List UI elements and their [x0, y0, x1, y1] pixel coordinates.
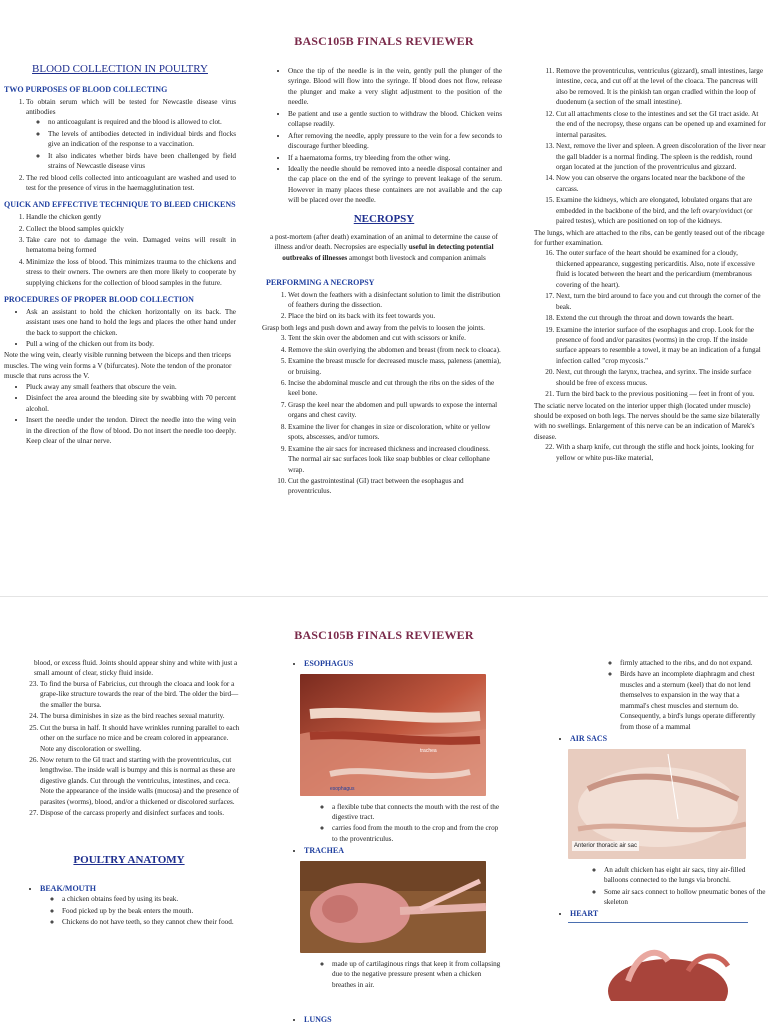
list-item: • BEAK/MOUTH ◦ a chicken obtains feed by using its beak. ◦ Food picked up by the beak enters the mouth. ◦ Chickens do not have teeth, so they cannot chew their food.: [40, 883, 240, 928]
section-title: POULTRY ANATOMY: [73, 853, 185, 866]
list-item: 23. To find the bursa of Fabricius, cut through the cloaca and look for a grape-like structure towards the rear of the bird. The older the bird—the smaller the bursa.: [40, 679, 240, 710]
anatomy-list: [18, 883, 240, 928]
list-item: ◦ Chickens do not have teeth, so they cannot chew their food.: [62, 917, 240, 927]
list-item: 21. Turn the bird back to the previous positioning — feet in front of you.: [556, 389, 766, 399]
list-item: 18. Extend the cut through the throat and down towards the heart.: [556, 313, 766, 323]
section-title: BLOOD COLLECTION IN POULTRY: [32, 63, 208, 75]
list-item: 1. Handle the chicken gently: [26, 212, 236, 222]
page-header: BASC105B FINALS REVIEWER: [294, 628, 474, 642]
page-divider: [0, 596, 768, 597]
list-item: 1. To obtain serum which will be tested for Newcastle disease virus antibodies ◦ no anticoagulant is required and the blood is allowed to clot. ◦ The levels of antibodies detected in individual birds and flocks give an indication of the response to a vaccination. ◦ It also indicates whether birds have been challenged by field strains of Newcastle disease virus: [26, 97, 236, 172]
list-item: 2. Place the bird on its back with its feet towards you.: [288, 311, 502, 321]
bleeding-list: [266, 66, 502, 206]
heart-image: [588, 941, 738, 1001]
list-item: 16. The outer surface of the heart should be examined for a cloudy, thickened appearance, suggesting pericarditis. Also, note if excessive fluid is located between the heart and the pericardium (membranous covering of the heart).: [556, 248, 766, 290]
purposes-list: [4, 97, 236, 194]
list-item: 27. Dispose of the carcass properly and disinfect surfaces and tools.: [40, 808, 240, 818]
list-item: 14. Now you can observe the organs located near the backbone of the carcass.: [556, 173, 766, 194]
list-item: 17. Next, turn the bird around to face you and cut through the corner of the beak.: [556, 291, 766, 312]
paragraph: blood, or excess fluid. Joints should appear shiny and white with just a small amount of clear, sticky fluid inside.: [34, 659, 238, 678]
column-2: [262, 66, 502, 498]
list-item: • AIR SACS: [570, 733, 766, 745]
list-item: 3. Tent the skin over the abdomen and cut with scissors or knife.: [288, 333, 502, 343]
list-item: • Once the tip of the needle is in the vein, gently pull the plunger of the syringe. Blood will flow into the syringe. If blood does not flow, release the plunger and make a very slight adjustment to the position of the needle.: [288, 66, 502, 108]
list-item: 20. Next, cut through the larynx, trachea, and syrinx. The inside surface should be free of excess mucus.: [556, 367, 766, 388]
list-item: • Ideally the needle should be removed into a needle disposal container and the cap place on the end of the syringe to prevent leakage of the serum. However in many places these containers are not available and the cap will be placed over the needle.: [288, 164, 502, 206]
air-sac-photo: [568, 749, 746, 859]
paragraph: Grasp both legs and push down and away from the pelvis to loosen the joints.: [262, 323, 485, 332]
list-item: 2. Collect the blood samples quickly: [26, 224, 236, 234]
list-item: 22. With a sharp knife, cut through the stifle and hock joints, looking for yellow or white pus-like material,: [556, 442, 766, 463]
list-item: 4. Remove the skin overlying the abdomen and breast (from neck to cloaca).: [288, 345, 502, 355]
list-item: 2. The red blood cells collected into anticoagulant are washed and used to test for the presence of virus in the haemagglutination test.: [26, 173, 236, 194]
lungs-list: [548, 658, 766, 732]
subsection-title: TWO PURPOSES OF BLOOD COLLECTING: [4, 84, 168, 94]
list-item: ◦ made up of cartilaginous rings that keep it from collapsing due to the negative pressure present when a chicken breathes in air.: [332, 959, 502, 990]
list-item: • After removing the needle, apply pressure to the vein for a few seconds to discourage further bleeding.: [288, 131, 502, 152]
necropsy-steps: [18, 679, 240, 819]
necropsy-steps: [534, 442, 766, 463]
list-item: ◦ a flexible tube that connects the mouth with the rest of the digestive tract.: [332, 802, 502, 823]
list-item: 7. Grasp the keel near the abdomen and pull upwards to expose the internal organs and chest cavity.: [288, 400, 502, 421]
list-item: • Pluck away any small feathers that obscure the vein.: [26, 382, 236, 392]
paragraph: a post-mortem (after death) examination of an animal to determine the cause of illness and/or death. Necropsies are especially useful in detecting potential outbreaks of illnesses amongst both livestock and companion animals: [270, 232, 498, 262]
column-3: [548, 658, 766, 1001]
list-item: 24. The bursa diminishes in size as the bird reaches sexual maturity.: [40, 711, 240, 721]
esophagus-photo: [300, 674, 486, 796]
list-item: • ESOPHAGUS: [304, 658, 502, 670]
list-item: ◦ Food picked up by the beak enters the mouth.: [62, 906, 240, 916]
anatomy-list: [282, 845, 502, 857]
list-item: ◦ carries food from the mouth to the crop and from the crop to the proventriculus.: [332, 823, 502, 844]
list-item: 11. Remove the proventriculus, ventriculus (gizzard), small intestines, large intestine, ceca, and cut off at the level of the cloaca. The pancreas will also be removed. It is the pinkish tan organ cradled within the loop of duodenum (a section of the small intestine).: [556, 66, 766, 108]
list-item: 13. Next, remove the liver and spleen. A green discoloration of the liver near the gall bladder is a normal finding. The spleen is the reddish, round organ located at the junction of the proventriculus and gizzard.: [556, 141, 766, 172]
procedure-list: [4, 307, 236, 350]
subsection-title: PROCEDURES OF PROPER BLOOD COLLECTION: [4, 295, 194, 305]
list-item: 6. Incise the abdominal muscle and cut through the ribs on the sides of the keel bone.: [288, 378, 502, 399]
paragraph: The lungs, which are attached to the ribs, can be gently teased out of the ribcage for further examination.: [534, 228, 765, 247]
list-item: ◦ Some air sacs connect to hollow pneumatic bones of the skeleton: [604, 887, 766, 908]
necropsy-steps: [534, 248, 766, 399]
list-item: 3. Take care not to damage the vein. Damaged veins will result in hematoma being formed: [26, 235, 236, 256]
list-item: ◦ firmly attached to the ribs, and do not expand.: [620, 658, 766, 668]
necropsy-steps: [534, 66, 766, 227]
anatomy-list: [548, 733, 766, 745]
list-item: • Insert the needle under the tendon. Direct the needle into the wing vein in the direction of the flow of blood. Do not insert the needle too deeply. Keep clear of the ulnar nerve.: [26, 415, 236, 446]
heading-rule: [568, 922, 748, 923]
esophagus-label: esophagus: [330, 785, 355, 792]
list-item: 10. Cut the gastrointestinal (GI) tract between the esophagus and proventriculus.: [288, 476, 502, 497]
list-item: ◦ Birds have an incomplete diaphragm and chest muscles and a sternum (keel) that do not lend themselves to expansion in the way that a mammal's chest muscles and sternum do. Consequently, a bird's lungs operate differently from those of a mammal: [620, 669, 766, 732]
list-item: 5. Examine the breast muscle for decreased muscle mass, paleness (anemia), or bruising.: [288, 356, 502, 377]
list-item: • Disinfect the area around the bleeding site by swabbing with 70 percent alcohol.: [26, 393, 236, 414]
section-title: NECROPSY: [353, 212, 415, 225]
list-item: • HEART: [570, 908, 766, 920]
list-item: 1. Wet down the feathers with a disinfectant solution to limit the distribution of feathers during the dissection.: [288, 290, 502, 311]
list-item: ◦ It also indicates whether birds have been challenged by field strains of Newcastle disease virus: [48, 151, 236, 172]
trachea-photo: [300, 861, 486, 953]
necropsy-steps: [266, 290, 502, 322]
list-item: 26. Now return to the GI tract and starting with the proventriculus, cut lengthwise. The inside wall is bumpy and this is normal as these are digestive glands. Cut through the ventriculus, intestines, and ceca. Note the appearance of the inside walls (mucosa) and the presence of parasites (worms), blood, and/or a thickened or discolored surfaces.: [40, 755, 240, 807]
column-3: [534, 66, 766, 464]
list-item: ◦ a chicken obtains feed by using its beak.: [62, 894, 240, 904]
subsection-title: QUICK AND EFFECTIVE TECHNIQUE TO BLEED CHICKENS: [4, 200, 236, 210]
list-item: • LUNGS: [304, 1014, 502, 1024]
trachea-label: trachea: [420, 747, 437, 754]
list-item: • If a haematoma forms, try bleeding from the other wing.: [288, 153, 502, 163]
trachea-image: [300, 861, 486, 953]
necropsy-steps: [266, 333, 502, 497]
list-item: 8. Examine the liver for changes in size or discoloration, white or yellow spots, abscesses, and/or tumors.: [288, 422, 502, 443]
list-item: 12. Cut all attachments close to the intestines and set the GI tract aside. At the end of the necropsy, these organs can be opened up and examined for internal parasites.: [556, 109, 766, 140]
column-1: [4, 62, 236, 447]
list-item: • Be patient and use a gentle suction to withdraw the blood. Chicken veins collapse readily.: [288, 109, 502, 130]
column-1: [18, 658, 240, 928]
anatomy-list: [548, 908, 766, 920]
heart-photo: [588, 941, 738, 1001]
list-item: 25. Cut the bursa in half. It should have wrinkles running parallel to each other on the surface no mice and be cream colored in appearance. Note any discoloration or swelling.: [40, 723, 240, 754]
procedure-list: [4, 382, 236, 447]
list-item: • TRACHEA: [304, 845, 502, 857]
list-item: ◦ An adult chicken has eight air sacs, tiny air-filled balloons connected to the lungs via bronchi.: [604, 865, 766, 886]
anatomy-list: [282, 1014, 502, 1024]
air-sac-list: [548, 865, 766, 908]
trachea-list: [282, 959, 502, 990]
technique-list: [4, 212, 236, 288]
subsection-title: PERFORMING A NECROPSY: [266, 277, 375, 287]
list-item: 19. Examine the interior surface of the esophagus and crop. Look for the presence of food and/or parasites (worms) in the crop. If the inside surface appears to resemble a towel, it may be an indication of a fungal infection called "crop mycosis.": [556, 325, 766, 367]
paragraph: The sciatic nerve located on the interior upper thigh (located under muscle) should be exposed on both legs. The nerves should be the same size bilaterally with no swellings. Enlargement of this nerve can be an indication of Marek's disease.: [534, 401, 760, 441]
anatomy-list: [282, 658, 502, 670]
esophagus-list: [282, 802, 502, 845]
list-item: • Pull a wing of the chicken out from its body.: [26, 339, 236, 349]
esophagus-image: [300, 674, 486, 796]
column-2: [282, 658, 502, 1024]
list-item: 15. Examine the kidneys, which are elongated, lobulated organs that are embedded in the backbone of the bird, and the left ovary/oviduct (or paired testes), which are positioned on top of the kidneys.: [556, 195, 766, 226]
page-header: BASC105B FINALS REVIEWER: [294, 34, 474, 48]
list-item: ◦ no anticoagulant is required and the blood is allowed to clot.: [48, 117, 236, 127]
list-item: • Ask an assistant to hold the chicken horizontally on its back. The assistant uses one hand to hold the legs and places the other hand under the back to support the chicken.: [26, 307, 236, 338]
air-sac-label: Anterior thoracic air sac: [572, 841, 639, 852]
list-item: 9. Examine the air sacs for increased thickness and increased cloudiness. The normal air sac surfaces look like soap bubbles or clear cellophane wrap.: [288, 444, 502, 475]
list-item: ◦ The levels of antibodies detected in individual birds and flocks give an indication of the response to a vaccination.: [48, 129, 236, 150]
list-item: 4. Minimize the loss of blood. This minimizes trauma to the chickens and stress to their owners. The owners are then more likely to cooperate by supplying chickens for the collection of blood samples in the future.: [26, 257, 236, 288]
page-2: [0, 606, 768, 1024]
paragraph: Note the wing vein, clearly visible running between the biceps and then triceps muscles. The wing vein forms a V (bifurcates). Note the tendon of the pronator muscle that runs across the V.: [4, 351, 232, 381]
